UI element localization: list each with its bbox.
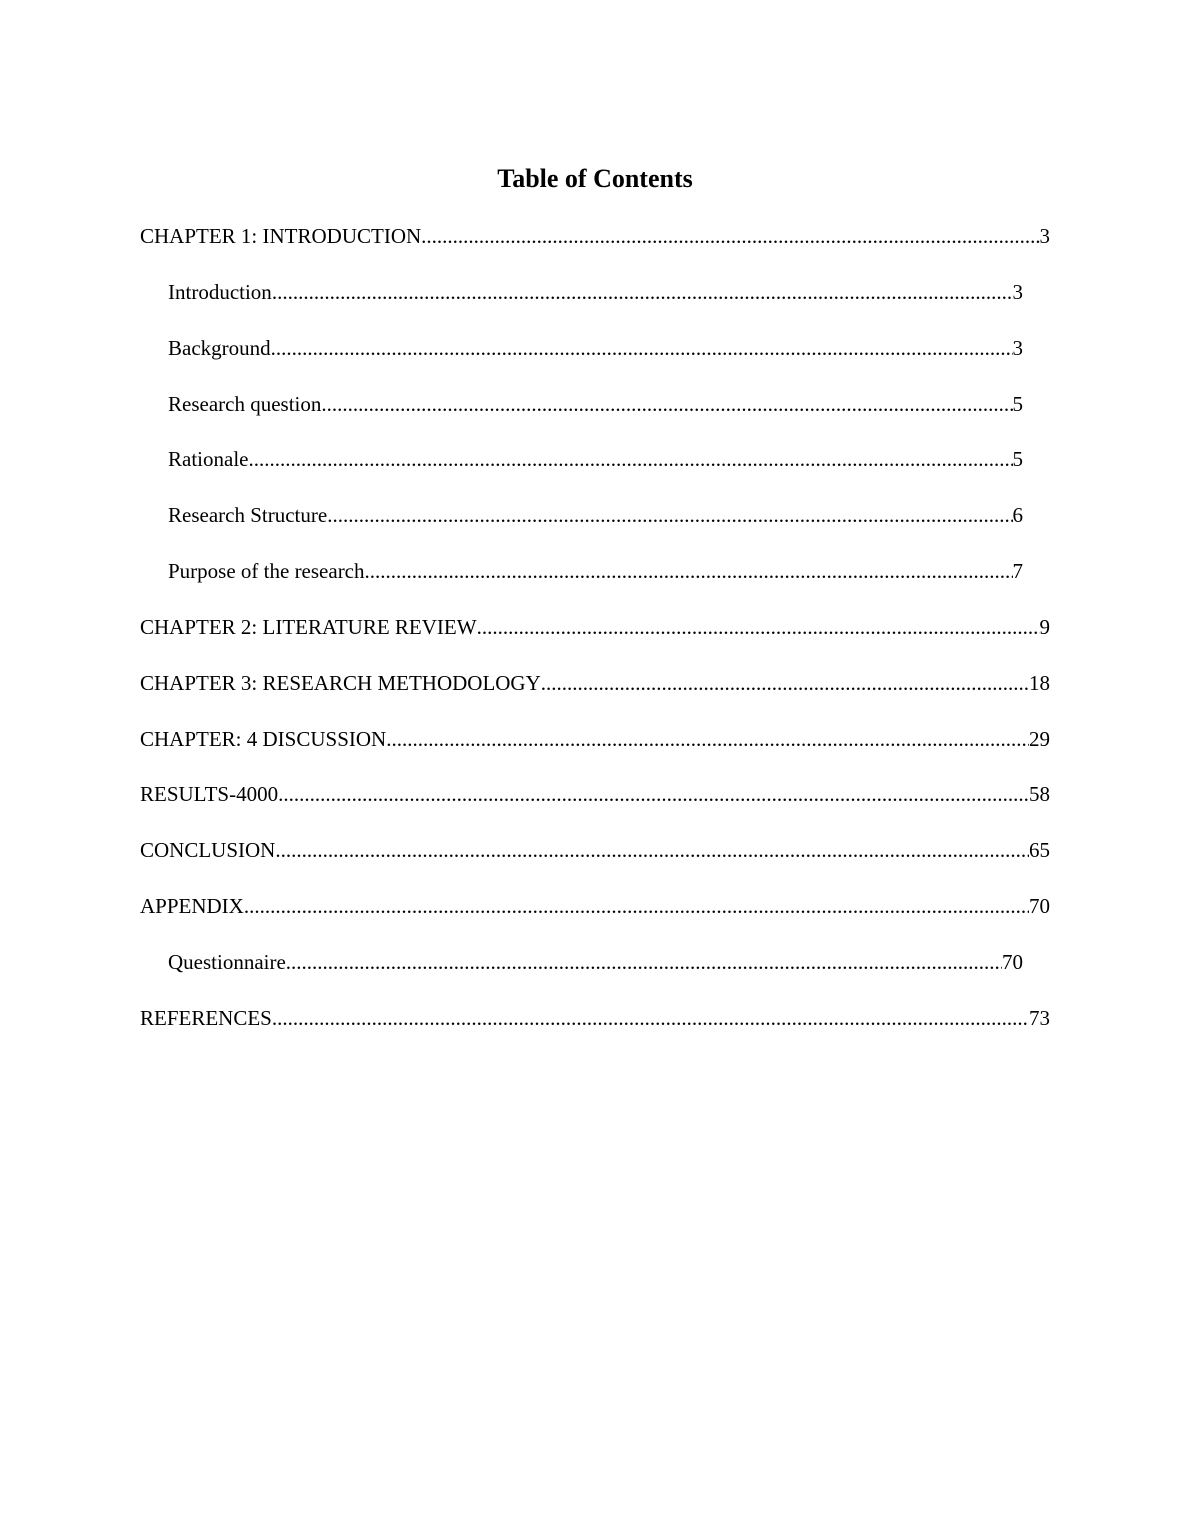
toc-entry-page: 5 xyxy=(1012,391,1023,416)
toc-entry[interactable] xyxy=(0,218,1190,274)
toc-dot-leader xyxy=(327,497,1012,533)
toc-entry-label: Background xyxy=(168,335,271,360)
toc-entry[interactable] xyxy=(0,274,1190,330)
toc-entry[interactable] xyxy=(0,721,1190,777)
toc-dot-leader xyxy=(275,832,1029,868)
toc-dot-leader xyxy=(541,665,1029,701)
toc-entry-page: 65 xyxy=(1029,838,1050,863)
toc-entry[interactable] xyxy=(0,944,1190,1000)
toc-entry[interactable] xyxy=(0,1000,1190,1056)
toc-entry-page: 3 xyxy=(1012,335,1023,360)
toc-entry[interactable] xyxy=(0,665,1190,721)
toc-entry-label: CHAPTER 2: LITERATURE REVIEW xyxy=(140,614,477,639)
toc-entry-label: REFERENCES xyxy=(140,1005,272,1030)
toc-dot-leader xyxy=(477,609,1040,645)
toc-entry-page: 29 xyxy=(1029,726,1050,751)
toc-entry[interactable] xyxy=(0,553,1190,609)
toc-entry-label: CHAPTER: 4 DISCUSSION xyxy=(140,726,387,751)
toc-entry-page: 70 xyxy=(1029,894,1050,919)
toc-entry[interactable] xyxy=(0,386,1190,442)
toc-entry-page: 73 xyxy=(1029,1005,1050,1030)
toc-entry-label: Introduction xyxy=(168,279,272,304)
toc-entry-page: 3 xyxy=(1012,279,1023,304)
toc-entry-page: 70 xyxy=(1002,949,1023,974)
toc-entry-page: 58 xyxy=(1029,782,1050,807)
toc-entry[interactable] xyxy=(0,497,1190,553)
toc-entry[interactable] xyxy=(0,888,1190,944)
toc-dot-leader xyxy=(278,776,1029,812)
toc-dot-leader xyxy=(386,721,1029,757)
toc-entry-page: 3 xyxy=(1039,224,1050,248)
toc-entry-label: CHAPTER 3: RESEARCH METHODOLOGY xyxy=(140,670,541,695)
toc-entry-label: CONCLUSION xyxy=(140,838,276,863)
toc-dot-leader xyxy=(321,386,1012,422)
toc-title: Table of Contents xyxy=(497,164,693,193)
toc-dot-leader xyxy=(248,441,1012,477)
toc-entry[interactable] xyxy=(0,441,1190,497)
toc-entry-label: RESULTS-4000 xyxy=(140,782,279,807)
toc-entry[interactable] xyxy=(0,832,1190,888)
toc-entry-page: 6 xyxy=(1012,503,1023,528)
toc-dot-leader xyxy=(272,274,1013,310)
toc-entry-label: Rationale xyxy=(168,447,249,472)
toc-dot-leader xyxy=(272,1000,1029,1036)
toc-entry-page: 7 xyxy=(1012,559,1023,584)
toc-dot-leader xyxy=(271,330,1013,366)
toc-dot-leader xyxy=(365,553,1013,589)
toc-list xyxy=(0,218,1190,1056)
toc-dot-leader xyxy=(286,944,1002,980)
toc-entry-label: Research Structure xyxy=(168,503,328,528)
toc-entry[interactable] xyxy=(0,776,1190,832)
toc-entry[interactable] xyxy=(0,609,1190,665)
toc-entry-label: Purpose of the research xyxy=(168,559,365,584)
toc-entry-page: 9 xyxy=(1039,614,1050,639)
toc-entry-label: Questionnaire xyxy=(168,949,286,974)
toc-entry-label: CHAPTER 1: INTRODUCTION xyxy=(140,224,422,248)
toc-entry-page: 18 xyxy=(1029,670,1050,695)
toc-entry-label: APPENDIX xyxy=(140,894,244,919)
toc-dot-leader xyxy=(421,218,1039,254)
toc-entry-label: Research question xyxy=(168,391,322,416)
toc-entry-page: 5 xyxy=(1012,447,1023,472)
toc-dot-leader xyxy=(244,888,1029,924)
toc-entry[interactable] xyxy=(0,330,1190,386)
